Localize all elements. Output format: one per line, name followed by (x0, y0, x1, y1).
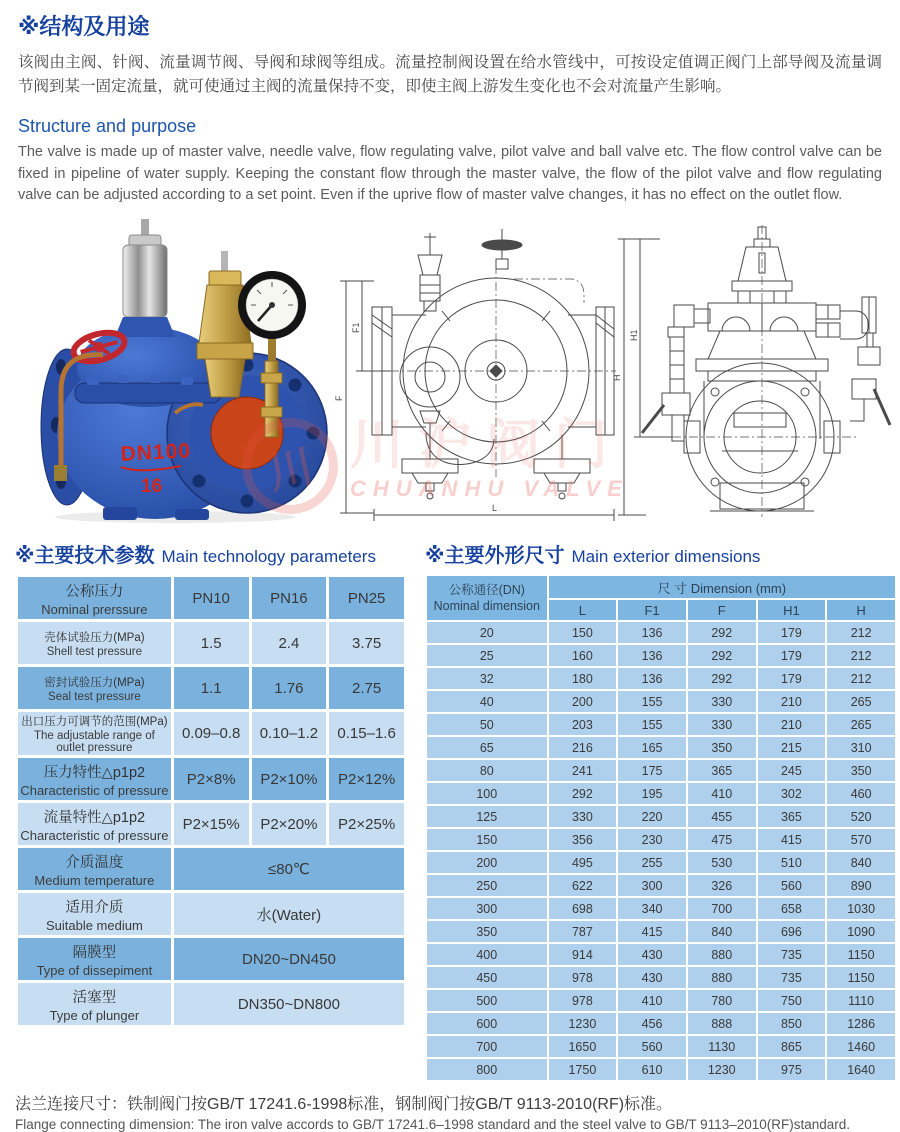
dims-cell: 165 (618, 737, 686, 758)
dims-cell: 735 (758, 967, 826, 988)
dims-cell: 1460 (827, 1036, 895, 1057)
dims-cell: 1130 (688, 1036, 756, 1057)
param-value: 1.1 (174, 667, 249, 709)
dims-cell: 292 (688, 668, 756, 689)
dims-row (427, 875, 895, 896)
dims-cell: 850 (758, 1013, 826, 1034)
dims-cell: 215 (758, 737, 826, 758)
dims-cell: 475 (688, 829, 756, 850)
dims-cell: 880 (688, 967, 756, 988)
dims-cell: 20 (427, 622, 547, 643)
dims-cell: 203 (549, 714, 617, 735)
params-table-title (15, 539, 425, 568)
dims-cell: 136 (618, 645, 686, 666)
dims-cell: 150 (427, 829, 547, 850)
param-value: 0.10–1.2 (252, 712, 327, 755)
param-label: 壳体试验压力(MPa) Shell test pressure (18, 622, 171, 664)
dims-cell: 455 (688, 806, 756, 827)
dims-cell: 1230 (549, 1013, 617, 1034)
dims-cell: 700 (688, 898, 756, 919)
dims-row (427, 990, 895, 1011)
dims-cell: 195 (618, 783, 686, 804)
dims-col1-en: Nominal dimension (433, 599, 540, 614)
dims-row (427, 1013, 895, 1034)
param-value: 1.5 (174, 622, 249, 664)
dims-cell: 1750 (549, 1059, 617, 1080)
dims-cell: 1150 (827, 944, 895, 965)
params-row (18, 622, 404, 664)
dims-cell: 212 (827, 622, 895, 643)
dims-cell: 560 (618, 1036, 686, 1057)
dims-cell: 302 (758, 783, 826, 804)
dims-cell: 978 (549, 990, 617, 1011)
dims-cell: 175 (618, 760, 686, 781)
svg-text:F: F (334, 395, 344, 402)
svg-text:H: H (612, 374, 622, 382)
dims-subheader: F (688, 600, 756, 620)
front-view-drawing (330, 219, 620, 521)
dims-cell: 780 (688, 990, 756, 1011)
param-label: 公称压力 Nominal prerssure (18, 577, 171, 619)
dims-cell: 365 (688, 760, 756, 781)
dims-col1-cn: 公称通径(DN) (448, 582, 525, 597)
dims-cell: 1286 (827, 1013, 895, 1034)
param-value: P2×8% (174, 758, 249, 800)
dims-row (427, 760, 895, 781)
dims-cell: 136 (618, 668, 686, 689)
dims-cell: 1090 (827, 921, 895, 942)
dims-row (427, 898, 895, 919)
dims-cell: 978 (549, 967, 617, 988)
intro-paragraph-cn: 该阀由主阀、针阀、流量调节阀、导阀和球阀等组成。流量控制阀设置在给水管线中，可按设定值调正阀门上部导阀及流量调节阀到某一固定流量，就可使通过主阀的流量保持不变，即使主阀上游发生变化也不会对流量产生影响。 (18, 54, 882, 96)
params-row (18, 938, 404, 980)
params-table (15, 574, 407, 1028)
param-value: 3.75 (329, 622, 404, 664)
param-value: P2×25% (329, 803, 404, 845)
footnote-cn: 法兰连接尺寸：铁制阀门按GB/T 17241.6-1998标准，钢制阀门按GB/T 9113-2010(RF)标准。 (15, 1096, 673, 1114)
dims-row (427, 921, 895, 942)
params-title-en: Main technology parameters (161, 547, 376, 567)
dims-cell: 698 (549, 898, 617, 919)
dims-cell: 365 (758, 806, 826, 827)
dims-cell: 292 (688, 645, 756, 666)
dims-subheader: H (827, 600, 895, 620)
param-label: 隔膜型 Type of dissepiment (18, 938, 171, 980)
dims-cell: 80 (427, 760, 547, 781)
dims-cell: 530 (688, 852, 756, 873)
svg-text:H1: H1 (629, 329, 639, 342)
param-label: 出口压力可调节的范围(MPa) The adjustable range of outlet pressure (18, 712, 171, 755)
params-table-body (18, 577, 404, 1025)
dims-row (427, 714, 895, 735)
dims-cell: 265 (827, 691, 895, 712)
dims-table (425, 574, 897, 1082)
dims-cell: 510 (758, 852, 826, 873)
dims-row (427, 829, 895, 850)
param-value: 2.75 (329, 667, 404, 709)
watermark-text-cn: 川沪阀门 (350, 415, 622, 476)
dims-row (427, 944, 895, 965)
watermark-text-en: CHUANHU VALVE (350, 476, 629, 502)
dims-row (427, 806, 895, 827)
dims-cell: 220 (618, 806, 686, 827)
svg-text:L: L (492, 503, 498, 514)
dims-cell: 1150 (827, 967, 895, 988)
param-label: 流量特性△p1p2 Characteristic of pressure (18, 803, 171, 845)
dims-cell: 265 (827, 714, 895, 735)
dims-cell: 292 (549, 783, 617, 804)
params-row (18, 848, 404, 890)
param-value: P2×20% (252, 803, 327, 845)
dims-cell: 410 (688, 783, 756, 804)
param-span-value: DN20~DN450 (174, 938, 404, 980)
dims-row (427, 1036, 895, 1057)
params-row (18, 758, 404, 800)
dims-cell: 245 (758, 760, 826, 781)
dims-cell: 350 (427, 921, 547, 942)
svg-text:DN100: DN100 (120, 439, 192, 467)
dims-cell: 450 (427, 967, 547, 988)
dims-cell: 495 (549, 852, 617, 873)
dims-cell: 610 (618, 1059, 686, 1080)
dims-cell: 735 (758, 944, 826, 965)
dims-cell: 888 (688, 1013, 756, 1034)
tables-row (15, 574, 900, 1082)
dims-cell: 136 (618, 622, 686, 643)
dims-cell: 125 (427, 806, 547, 827)
footnote-en: Flange connecting dimension: The iron valve accords to GB/T 17241.6–1998 standard and the steel valve to GB/T 9113–2010(RF)standard. (15, 1117, 851, 1132)
dims-cell: 600 (427, 1013, 547, 1034)
dims-cell: 787 (549, 921, 617, 942)
dims-table-title (425, 539, 760, 568)
dims-cell: 890 (827, 875, 895, 896)
dims-cell: 310 (827, 737, 895, 758)
dims-cell: 40 (427, 691, 547, 712)
dims-cell: 430 (618, 967, 686, 988)
dims-cell: 210 (758, 714, 826, 735)
dims-cell: 155 (618, 714, 686, 735)
params-row (18, 983, 404, 1025)
dims-cell: 350 (688, 737, 756, 758)
watermark-badge-char: 川 (264, 442, 318, 500)
dims-table-body (427, 622, 895, 1080)
param-span-value: ≤80℃ (174, 848, 404, 890)
params-row (18, 893, 404, 935)
footnote (15, 1091, 900, 1132)
dims-cell: 255 (618, 852, 686, 873)
dims-cell: 415 (758, 829, 826, 850)
dims-cell: 32 (427, 668, 547, 689)
dims-cell: 1230 (688, 1059, 756, 1080)
dims-row (427, 783, 895, 804)
dims-cell: 840 (688, 921, 756, 942)
dims-cell: 326 (688, 875, 756, 896)
dims-cell: 212 (827, 668, 895, 689)
param-value: 1.76 (252, 667, 327, 709)
dims-cell: 179 (758, 668, 826, 689)
dims-cell: 696 (758, 921, 826, 942)
dims-cell: 560 (758, 875, 826, 896)
dims-cell: 250 (427, 875, 547, 896)
intro-title-en: Structure and purpose (18, 115, 197, 136)
dims-row (427, 622, 895, 643)
params-row (18, 712, 404, 755)
dims-cell: 200 (427, 852, 547, 873)
params-row (18, 803, 404, 845)
dims-cell: 456 (618, 1013, 686, 1034)
dims-cell: 500 (427, 990, 547, 1011)
dims-row (427, 1059, 895, 1080)
dims-cell: 212 (827, 645, 895, 666)
dims-cell: 1650 (549, 1036, 617, 1057)
figures-row (0, 213, 900, 531)
dims-cell: 65 (427, 737, 547, 758)
dims-row (427, 967, 895, 988)
param-value: P2×12% (329, 758, 404, 800)
dims-cell: 1110 (827, 990, 895, 1011)
param-value: 2.4 (252, 622, 327, 664)
params-row (18, 577, 404, 619)
dims-cell: 179 (758, 645, 826, 666)
dims-cell: 300 (427, 898, 547, 919)
param-value: PN25 (329, 577, 404, 619)
dims-cell: 1030 (827, 898, 895, 919)
dims-cell: 150 (549, 622, 617, 643)
dims-cell: 840 (827, 852, 895, 873)
dims-cell: 100 (427, 783, 547, 804)
dims-cell: 914 (549, 944, 617, 965)
param-label: 适用介质 Suitable medium (18, 893, 171, 935)
dims-cell: 350 (827, 760, 895, 781)
dims-cell: 300 (618, 875, 686, 896)
param-span-value: 水(Water) (174, 893, 404, 935)
dims-cell: 241 (549, 760, 617, 781)
dims-cell: 865 (758, 1036, 826, 1057)
dims-cell: 330 (549, 806, 617, 827)
param-label: 介质温度 Medium temperature (18, 848, 171, 890)
dims-cell: 216 (549, 737, 617, 758)
dims-cell: 622 (549, 875, 617, 896)
foot (103, 507, 137, 520)
dims-cell: 330 (688, 691, 756, 712)
dims-cell: 179 (758, 622, 826, 643)
dims-cell: 160 (549, 645, 617, 666)
dims-cell: 460 (827, 783, 895, 804)
table-titles-row (15, 539, 900, 568)
dims-subheader: L (549, 600, 617, 620)
params-title-cn: ※主要技术参数 (15, 545, 155, 568)
dims-cell: 25 (427, 645, 547, 666)
intro-section (0, 0, 900, 207)
param-value: 0.15–1.6 (329, 712, 404, 755)
dims-cell: 410 (618, 990, 686, 1011)
intro-paragraph-en: The valve is made up of master valve, needle valve, flow regulating valve, pilot valve and ball valve etc. The flow control valve can be fixed in pipeline of water supply. Keeping the constant flow through the master valve, the flow of the pilot valve and flow regulating valve can be adjusted according to a set point. Even if the uprive flow of master valve changes, it has no effect on the outlet flow. (18, 143, 882, 204)
foot (175, 509, 209, 520)
dims-cell: 880 (688, 944, 756, 965)
dims-row (427, 691, 895, 712)
dims-title-en: Main exterior dimensions (571, 547, 761, 567)
valve-photo (25, 215, 320, 523)
dims-cell: 356 (549, 829, 617, 850)
dims-cell: 230 (618, 829, 686, 850)
dims-cell: 210 (758, 691, 826, 712)
param-value: P2×15% (174, 803, 249, 845)
dims-cell: 155 (618, 691, 686, 712)
dims-cell: 570 (827, 829, 895, 850)
dims-col1-header (427, 576, 547, 620)
side-view-drawing (612, 219, 897, 521)
dims-cell: 430 (618, 944, 686, 965)
dims-cell: 180 (549, 668, 617, 689)
dims-cell: 292 (688, 622, 756, 643)
param-span-value: DN350~DN800 (174, 983, 404, 1025)
intro-title-cn: ※结构及用途 (18, 14, 150, 39)
dims-cell: 975 (758, 1059, 826, 1080)
dims-cell: 700 (427, 1036, 547, 1057)
param-label: 活塞型 Type of plunger (18, 983, 171, 1025)
dims-cell: 400 (427, 944, 547, 965)
dims-row (427, 737, 895, 758)
param-value: 0.09–0.8 (174, 712, 249, 755)
dims-cell: 520 (827, 806, 895, 827)
dims-span-header: 尺 寸 Dimension (mm) (549, 576, 895, 598)
dims-title-cn: ※主要外形尺寸 (425, 545, 565, 568)
param-label: 密封试验压力(MPa) Seal test pressure (18, 667, 171, 709)
dims-cell: 200 (549, 691, 617, 712)
param-value: PN16 (252, 577, 327, 619)
dims-cell: 658 (758, 898, 826, 919)
dims-subheader: F1 (618, 600, 686, 620)
svg-text:16: 16 (141, 476, 163, 498)
dims-row (427, 852, 895, 873)
dims-cell: 750 (758, 990, 826, 1011)
dims-cell: 340 (618, 898, 686, 919)
param-value: PN10 (174, 577, 249, 619)
param-label: 压力特性△p1p2 Characteristic of pressure (18, 758, 171, 800)
dims-cell: 800 (427, 1059, 547, 1080)
chrome-cylinder (115, 219, 175, 337)
dimension-lines (612, 239, 672, 515)
svg-text:F1: F1 (351, 322, 361, 334)
dims-cell: 415 (618, 921, 686, 942)
dims-cell: 330 (688, 714, 756, 735)
params-row (18, 667, 404, 709)
dims-row (427, 668, 895, 689)
param-value: P2×10% (252, 758, 327, 800)
dims-row (427, 645, 895, 666)
dims-cell: 1640 (827, 1059, 895, 1080)
dims-subheader: H1 (758, 600, 826, 620)
dims-cell: 50 (427, 714, 547, 735)
